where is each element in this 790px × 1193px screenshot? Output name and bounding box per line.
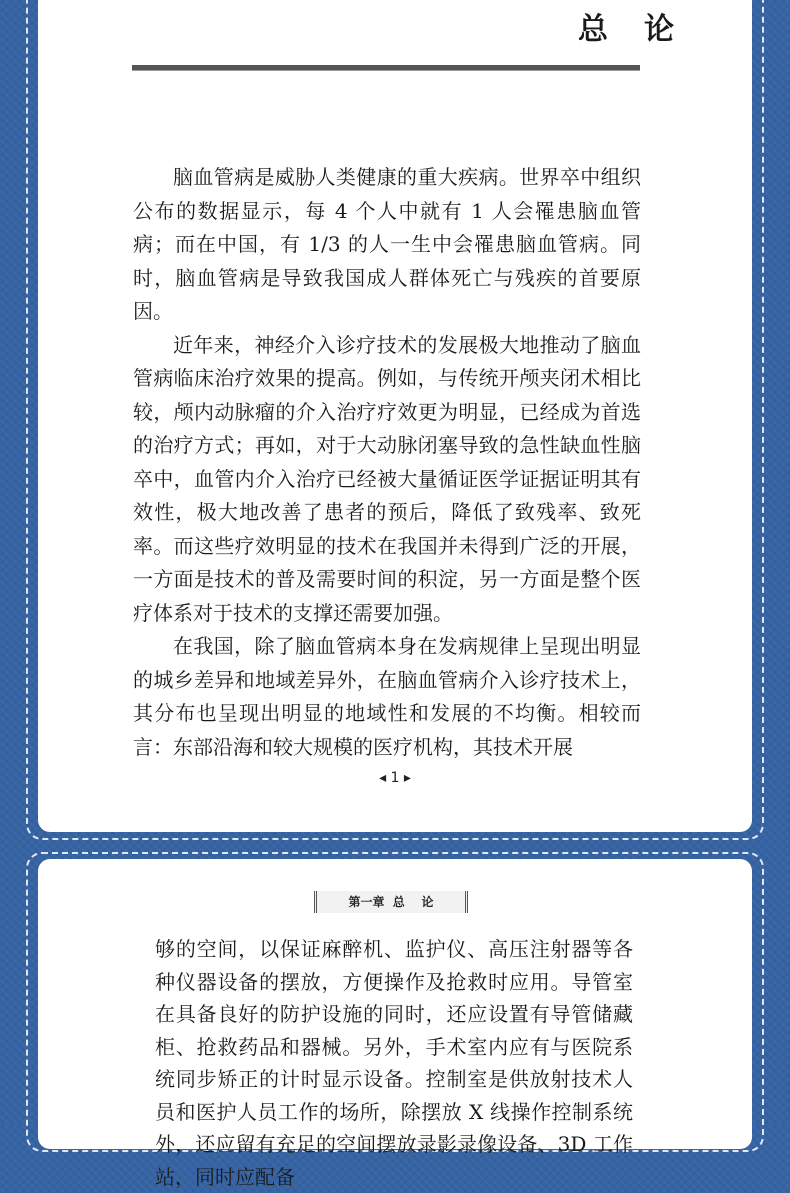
running-header <box>314 891 468 913</box>
paragraph-continued: 够的空间，以保证麻醉机、监护仪、高压注射器等各种仪器设备的摆放，方便操作及抢救时应用。导管室在具备良好的防护设施的同时，还应设置有导管储藏柜、抢救药品和器械。另外，手术室内应有与医院系统同步矫正的计时显示设备。控制室是供放射技术人员和医护人员工作的场所，除摆放 X 线操作控制系统外，还应留有充足的空间摆放录影录像设备、3D 工作站，同时应配备 <box>155 937 633 1189</box>
paragraph-1: 脑血管病是威胁人类健康的重大疾病。世界卒中组织公布的数据显示，每 4 个人中就有 1 人会罹患脑血管病；而在中国，有 1/3 的人一生中会罹患脑血管病。同时，脑血管病是导致我国成人群体死亡与残疾的首要原因。 <box>133 165 641 323</box>
running-header-text: 第一章 总 论 <box>348 895 434 909</box>
book-page-2 <box>38 859 752 1189</box>
page-number: ◂ 1 ▸ <box>379 770 411 786</box>
book-page-1 <box>38 0 752 832</box>
chapter-title: 总论 <box>578 12 710 47</box>
page-1-body <box>133 161 641 764</box>
page-2-body <box>155 933 633 1193</box>
title-rule <box>132 65 640 71</box>
paragraph-2: 近年来，神经介入诊疗技术的发展极大地推动了脑血管病临床治疗效果的提高。例如，与传统开颅夹闭术相比较，颅内动脉瘤的介入治疗疗效更为明显，已经成为首选的治疗方式；再如，对于大动脉闭塞导致的急性缺血性脑卒中，血管内介入治疗已经被大量循证医学证据证明其有效性，极大地改善了患者的预后，降低了致残率、致死率。而这些疗效明显的技术在我国并未得到广泛的开展，一方面是技术的普及需要时间的积淀，另一方面是整个医疗体系对于技术的支撑还需要加强。 <box>133 332 641 625</box>
paragraph-3: 在我国，除了脑血管病本身在发病规律上呈现出明显的城乡差异和地域差异外，在脑血管病介入诊疗技术上，其分布也呈现出明显的地域性和发展的不均衡。相较而言：东部沿海和较大规模的医疗机构，其技术开展 <box>133 634 641 759</box>
